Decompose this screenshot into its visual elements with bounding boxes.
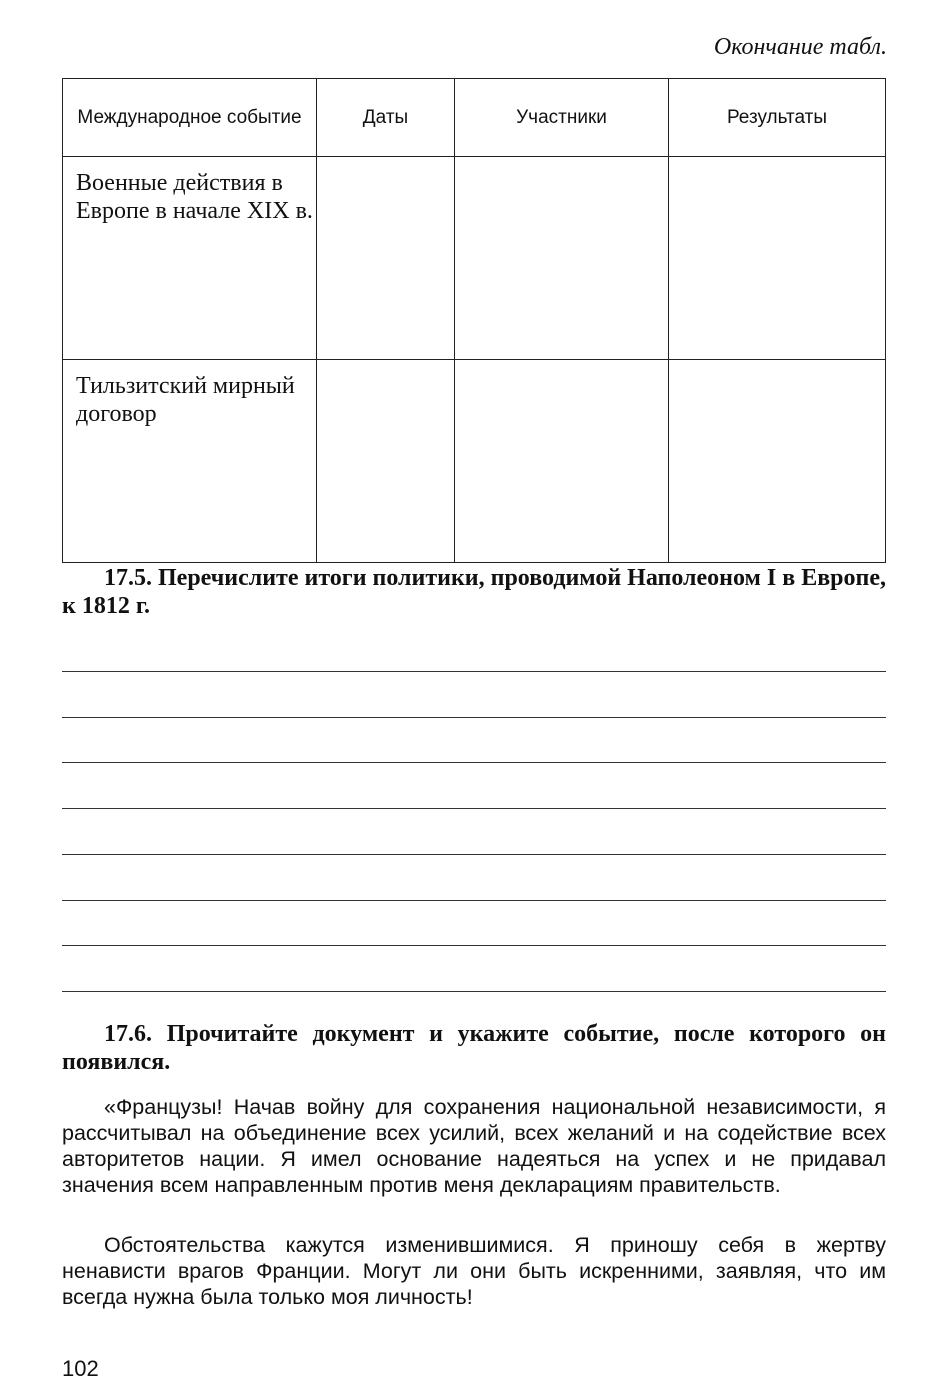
header-event: Международное событие bbox=[63, 79, 317, 157]
answer-line[interactable] bbox=[62, 854, 886, 855]
answer-line[interactable] bbox=[62, 717, 886, 718]
answer-line[interactable] bbox=[62, 671, 886, 672]
results-cell[interactable] bbox=[669, 157, 886, 360]
header-participants: Участники bbox=[455, 79, 669, 157]
dates-cell[interactable] bbox=[317, 360, 455, 563]
answer-line[interactable] bbox=[62, 991, 886, 992]
answer-line[interactable] bbox=[62, 945, 886, 946]
table-header-row bbox=[63, 79, 886, 157]
participants-cell[interactable] bbox=[455, 157, 669, 360]
events-table bbox=[62, 78, 886, 563]
table-continuation-label: Окончание табл. bbox=[713, 34, 887, 60]
answer-line[interactable] bbox=[62, 762, 886, 763]
document-paragraph-2: Обстоятельства кажутся изменившимися. Я приношу себя в жертву ненависти врагов Франции. Могут ли они быть искренними, заявляя, что им всегда нужна была только моя личность! bbox=[62, 1233, 886, 1309]
task-17-6-title: 17.6. Прочитайте документ и укажите событие, после которого он появился. bbox=[62, 1021, 886, 1075]
event-cell: Тильзитский мирный договор bbox=[63, 360, 317, 563]
header-results: Результаты bbox=[669, 79, 886, 157]
participants-cell[interactable] bbox=[455, 360, 669, 563]
results-cell[interactable] bbox=[669, 360, 886, 563]
table-row bbox=[63, 360, 886, 563]
page-number: 102 bbox=[62, 1356, 99, 1381]
answer-line[interactable] bbox=[62, 808, 886, 809]
table-row bbox=[63, 157, 886, 360]
task-17-5-title: 17.5. Перечислите итоги политики, проводимой Наполеоном I в Европе, к 1812 г. bbox=[62, 565, 886, 619]
event-cell: Военные действия в Европе в начале XIX в. bbox=[63, 157, 317, 360]
header-dates: Даты bbox=[317, 79, 455, 157]
document-paragraph-1: «Французы! Начав войну для сохранения национальной независимости, я рассчитывал на объединение всех усилий, всех желаний и на содействие всех авторитетов нации. Я имел основание надеяться на успех и не придавал значения всем направленным против меня декларациям правительств. bbox=[62, 1095, 886, 1197]
answer-line[interactable] bbox=[62, 900, 886, 901]
dates-cell[interactable] bbox=[317, 157, 455, 360]
